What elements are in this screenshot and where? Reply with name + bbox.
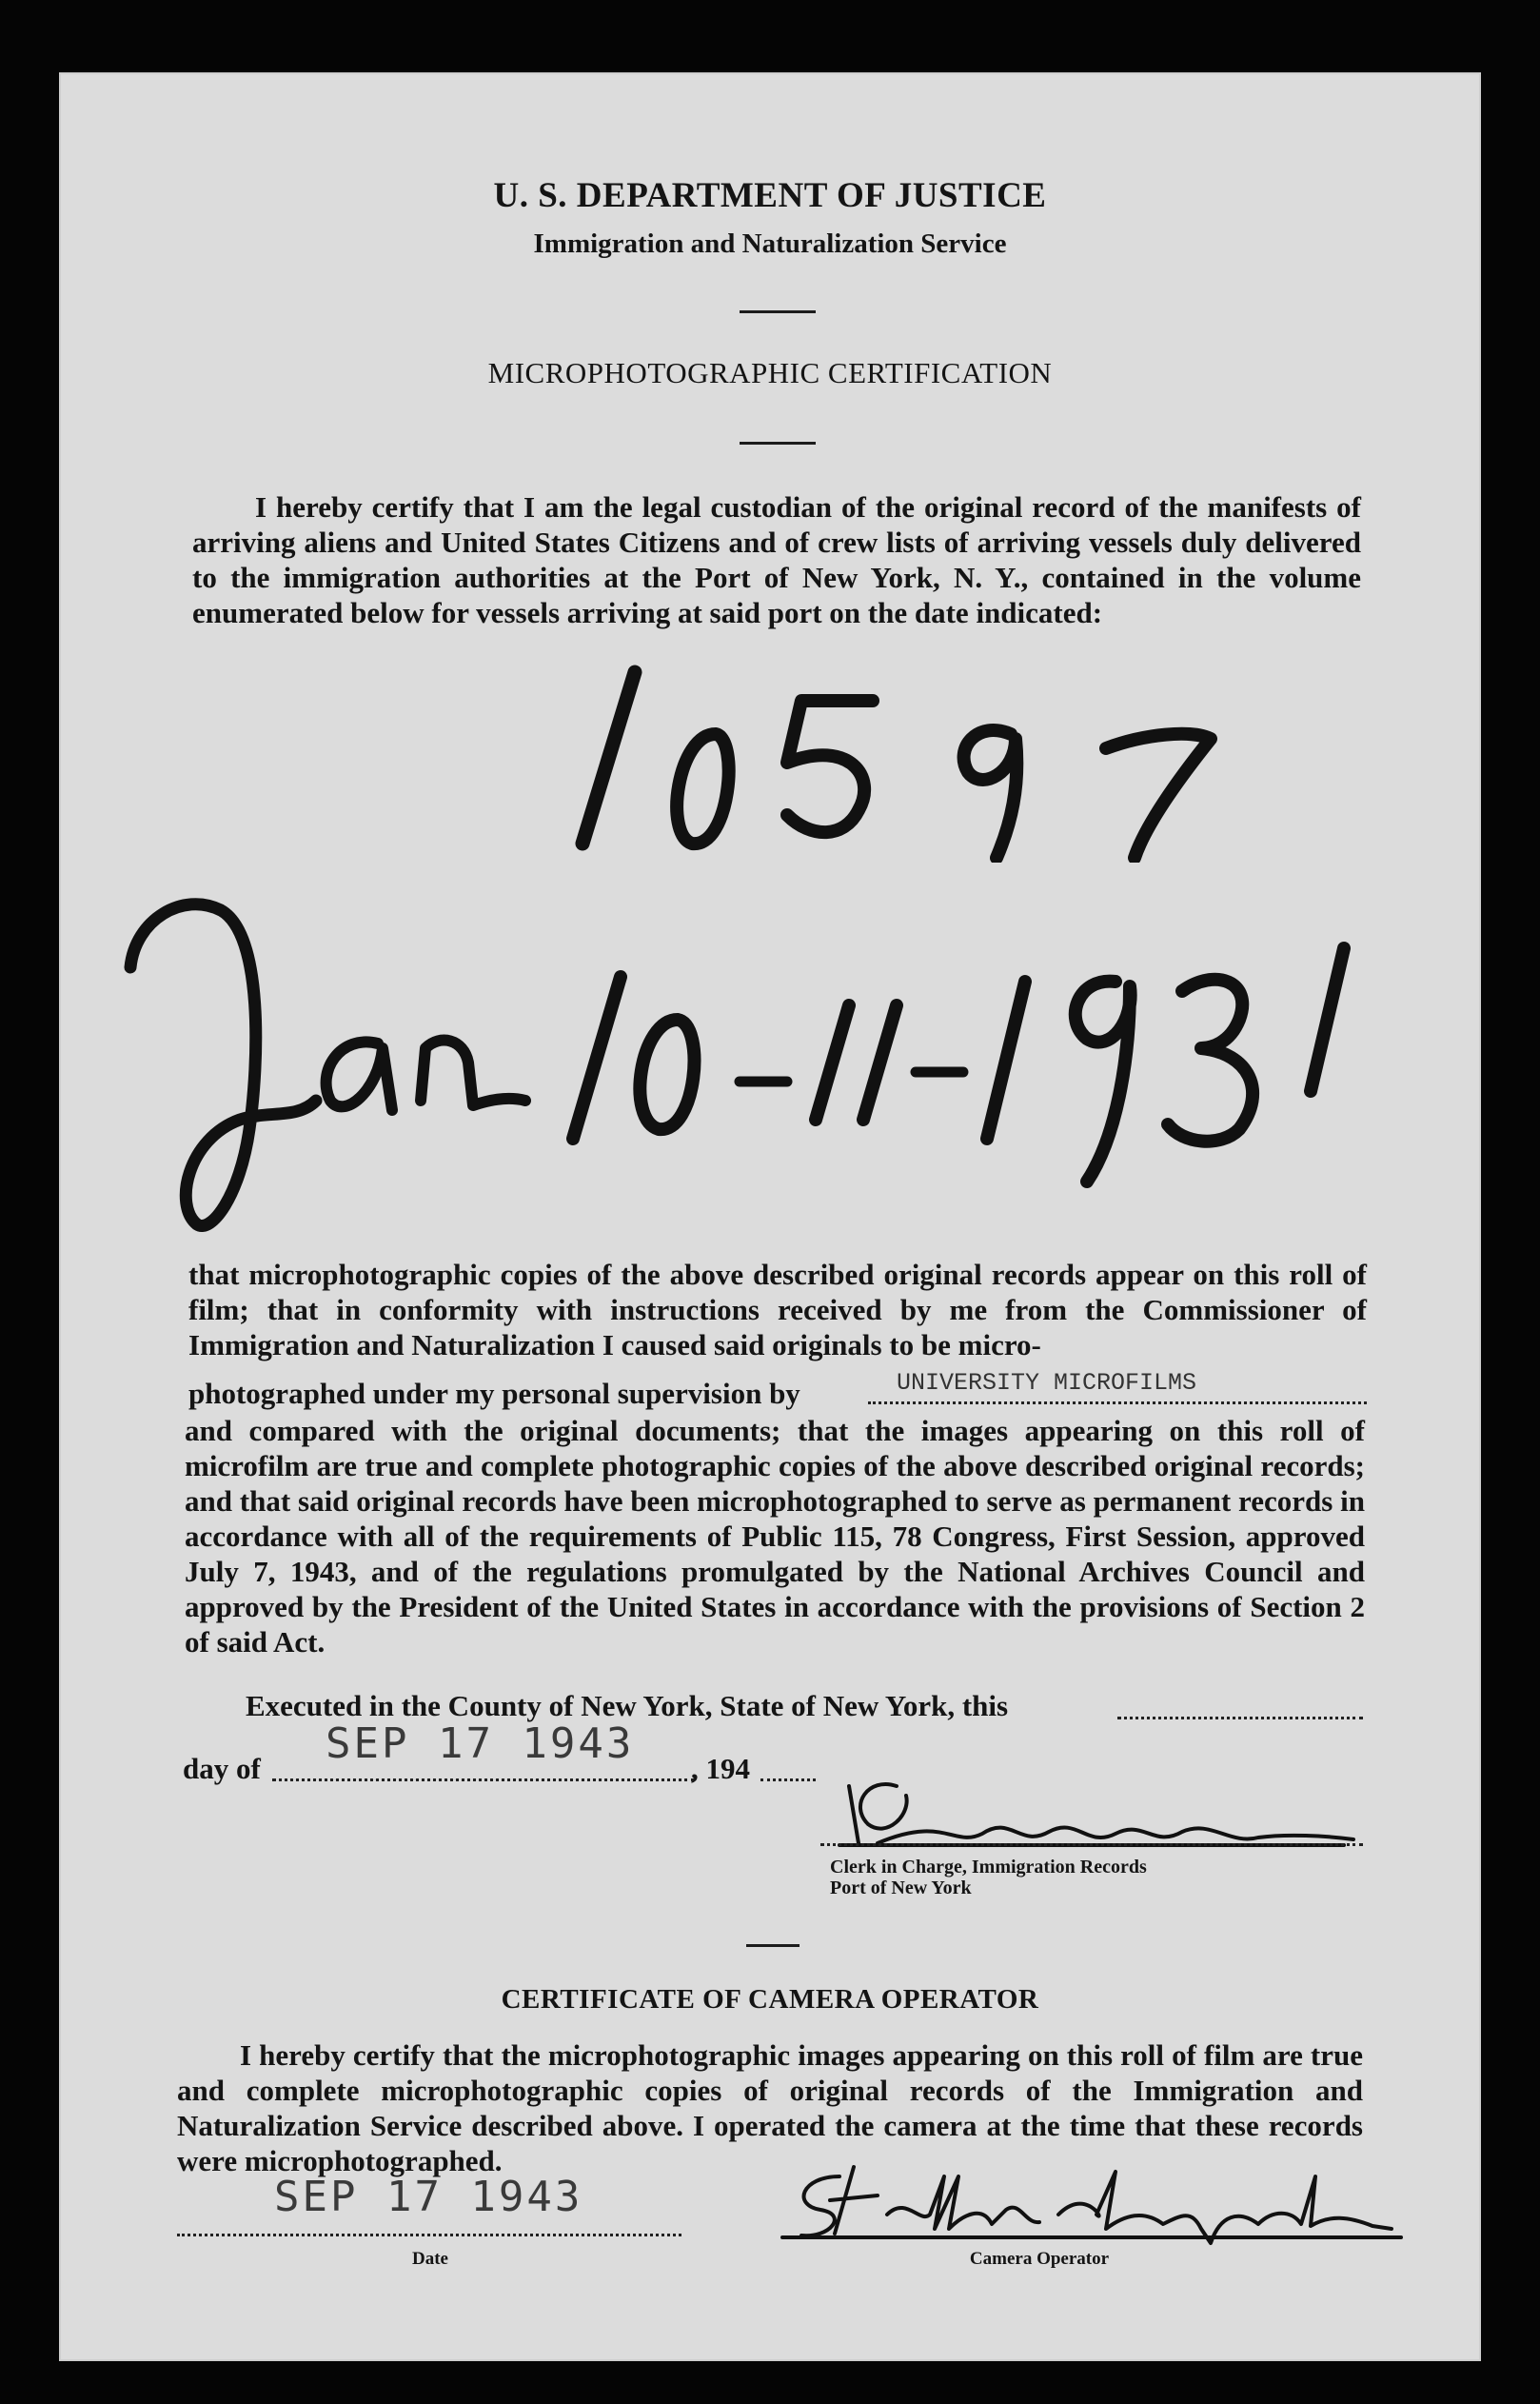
clerk-title <box>830 1857 1147 1898</box>
camera-date-line <box>177 2234 681 2236</box>
day-of-label: day of <box>183 1752 261 1785</box>
clerk-signature <box>792 1758 1363 1872</box>
camera-date-label: Date <box>412 2249 448 2269</box>
certification-title: MICROPHOTOGRAPHIC CERTIFICATION <box>487 356 1053 389</box>
camera-operator-signature <box>763 2157 1411 2253</box>
clerk-title-line-1: Clerk in Charge, Immigration Records <box>830 1857 1147 1878</box>
executed-date-stamp: SEP 17 1943 <box>326 1719 635 1768</box>
body-paragraph-2: and compared with the original documents; that the images appearing on this roll of microfilm are true and complete photographic copies of the above described original records; and that said original records have been microphotographed to serve as permanent records in accordance with all of the requirements of Public 115, 78 Congress, First Session, approved July 7, 1943, and of the regulations promulgated by the National Archives Council and approved by the President of the United States in accordance with the provisions of Section 2 of said Act. <box>185 1414 1365 1659</box>
clerk-signature-line <box>820 1843 1363 1846</box>
department-heading: U. S. DEPARTMENT OF JUSTICE <box>493 176 1047 215</box>
year-prefix: , 194 <box>691 1752 750 1785</box>
intro-paragraph: I hereby certify that I am the legal custodian of the original record of the manifests of arriving aliens and United States Citizens and of crew lists of arriving vessels duly delivered to the immigration authorities at the Port of New York, N. Y., contained in the volume enumerated below for vessels arriving at said port on the date indicated: <box>192 490 1361 629</box>
clerk-title-line-2: Port of New York <box>830 1878 972 1898</box>
executed-text: Executed in the County of New York, State of New York, this <box>246 1689 1009 1722</box>
supervision-label: photographed under my personal supervision by <box>188 1377 800 1410</box>
service-heading: Immigration and Naturalization Service <box>533 228 1007 259</box>
camera-certificate-title: CERTIFICATE OF CAMERA OPERATOR <box>501 1984 1039 2015</box>
certificate-page <box>59 72 1481 2361</box>
supervision-typed-value: UNIVERSITY MICROFILMS <box>897 1369 1197 1397</box>
supervision-dotted-line <box>868 1401 1367 1404</box>
divider <box>740 310 816 313</box>
day-dotted-line <box>272 1778 695 1781</box>
camera-operator-label: Camera Operator <box>969 2249 1110 2269</box>
divider <box>746 1944 800 1947</box>
handwritten-date <box>107 815 1439 1253</box>
executed-dotted-line <box>1117 1717 1363 1719</box>
camera-date-stamp: SEP 17 1943 <box>274 2173 583 2221</box>
divider <box>740 442 816 445</box>
camera-paragraph: I hereby certify that the microphotographic images appearing on this roll of film are true and complete microphotographic copies of original records of the Immigration and Naturalization Service described above. I operated the camera at the time that these records were microphotographed. <box>177 2038 1363 2177</box>
body-paragraph-1: that microphotographic copies of the above described original records appear on this roll of film; that in conformity with instructions received by me from the Commissioner of Immigration and Naturalization I caused said originals to be micro- <box>188 1258 1367 1361</box>
